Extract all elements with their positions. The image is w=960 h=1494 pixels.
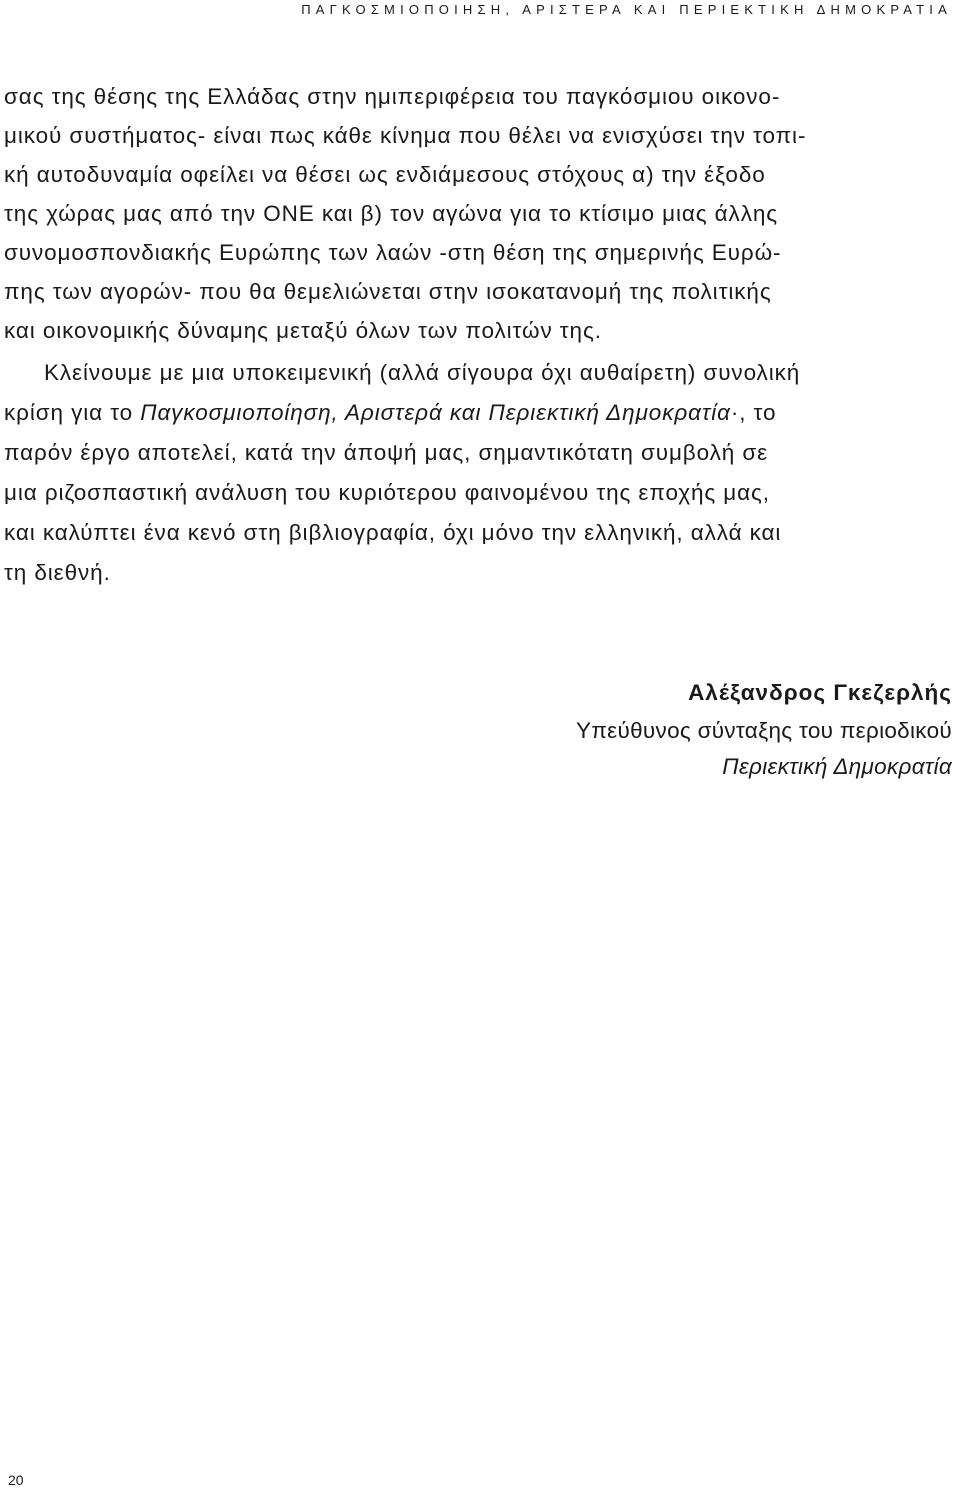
body-line: παρόν έργο αποτελεί, κατά την άποψή μας, σημαντικότατη συμβολή σε [4, 440, 769, 465]
body-line: τη διεθνή. [4, 560, 111, 585]
running-header: ΠΑΓΚΟΣΜΙΟΠΟΙΗΣΗ, ΑΡΙΣΤΕΡΑ ΚΑΙ ΠΕΡΙΕΚΤΙΚΗ ΔΗΜΟΚΡΑΤΙΑ [301, 2, 952, 17]
body-line-with-title [4, 398, 776, 428]
body-text-span: κρίση για το [4, 400, 141, 425]
body-line: της χώρας μας από την ΟΝΕ και β) τον αγώνα για το κτίσιμο μιας άλλης [4, 201, 779, 226]
body-line: συνομοσπονδιακής Ευρώπης των λαών -στη θέση της σημερινής Ευρώ- [4, 240, 782, 265]
body-line: μια ριζοσπαστική ανάλυση του κυριότερου φαινομένου της εποχής μας, [4, 480, 770, 505]
body-line: μικού συστήματος- είναι πως κάθε κίνημα που θέλει να ενισχύσει την τοπι- [4, 123, 807, 148]
body-line: πης των αγορών- που θα θεμελιώνεται στην ισοκατανομή της πολιτικής [4, 279, 772, 304]
body-line: σας της θέσης της Ελλάδας στην ημιπεριφέρεια του παγκόσμιου οικονο- [4, 84, 781, 109]
book-title: Παγκοσμιοποίηση, Αριστερά και Περιεκτική Δημοκρατία [140, 400, 731, 425]
body-line: Κλείνουμε με μια υποκειμενική (αλλά σίγουρα όχι αυθαίρετη) συνολική [44, 360, 801, 385]
author-role: Υπεύθυνος σύνταξης του περιοδικού [576, 718, 952, 743]
journal-name: Περιεκτική Δημοκρατία [722, 754, 952, 779]
body-text-span: ·, το [730, 400, 777, 425]
page-number: 20 [8, 1472, 24, 1488]
body-line: κή αυτοδυναμία οφείλει να θέσει ως ενδιάμεσους στόχους α) την έξοδο [4, 162, 766, 187]
author-name: Αλέξανδρος Γκεζερλής [688, 680, 952, 705]
body-line: και οικονομικής δύναμης μεταξύ όλων των πολιτών της. [4, 318, 602, 343]
body-line: και καλύπτει ένα κενό στη βιβλιογραφία, όχι μόνο την ελληνική, αλλά και [4, 520, 782, 545]
